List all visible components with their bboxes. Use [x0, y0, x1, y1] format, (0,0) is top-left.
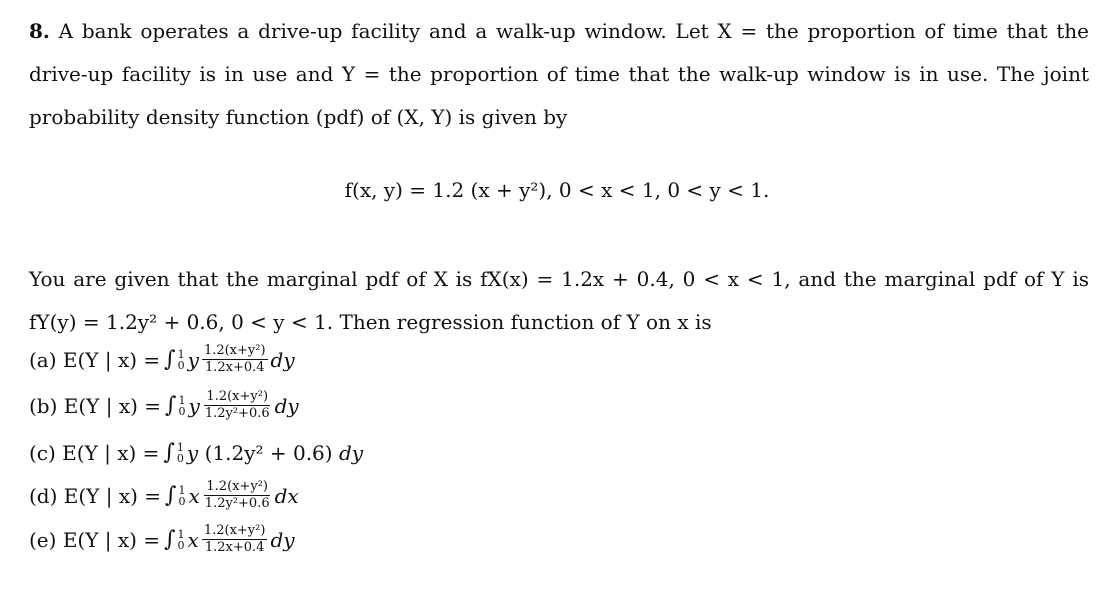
integrand-variable: x	[188, 483, 200, 508]
differential: dy	[270, 527, 295, 552]
problem-line-5: fY(y) = 1.2y² + 0.6, 0 < y < 1. Then regression function of Y on x is	[29, 310, 712, 334]
option-d[interactable]	[29, 480, 299, 511]
problem-line-4: You are given that the marginal pdf of X is fX(x) = 1.2x + 0.4, 0 < x < 1, and the marginal pdf of Y is	[29, 267, 1089, 291]
integral-sign: ∫	[164, 347, 176, 372]
integrand-variable: y	[187, 347, 199, 372]
differential: dx	[274, 483, 299, 508]
option-label: (a)	[29, 347, 57, 372]
integrand-expression: (1.2y² + 0.6)	[204, 440, 333, 465]
differential: dy	[274, 393, 299, 418]
option-lhs: E(Y | x) =	[63, 393, 162, 418]
option-label: (d)	[29, 483, 58, 508]
option-c[interactable]	[29, 440, 363, 465]
differential: dy	[270, 347, 295, 372]
option-label: (e)	[29, 527, 57, 552]
option-lhs: E(Y | x) =	[62, 347, 161, 372]
integrand-variable: y	[188, 393, 200, 418]
integrand-fraction: $\frac{\text{1.2(x+y²)}}{\text{1.2y²+0.6}}$	[204, 389, 270, 421]
integral-sign: ∫	[165, 483, 177, 508]
problem-statement	[29, 10, 1089, 139]
option-lhs: E(Y | x) =	[63, 483, 162, 508]
option-label: (b)	[29, 393, 58, 418]
marginal-statement	[29, 258, 1089, 344]
integral-sign: ∫	[163, 440, 175, 465]
integrand-fraction: $\frac{\text{1.2(x+y²)}}{\text{1.2y²+0.6}}$	[204, 479, 270, 511]
integral-limits: 1 0	[177, 527, 185, 552]
problem-number: 8.	[29, 19, 50, 43]
problem-line-2: drive-up facility is in use and Y = the proportion of time that the walk-up window is in use. The joint	[29, 62, 1089, 86]
option-e[interactable]	[29, 524, 295, 555]
option-b[interactable]	[29, 390, 299, 421]
option-lhs: E(Y | x) =	[62, 440, 160, 465]
option-label: (c)	[29, 440, 56, 465]
integral-sign: ∫	[164, 527, 176, 552]
joint-pdf-equation: f(x, y) = 1.2 (x + y²), 0 < x < 1, 0 < y < 1.	[344, 178, 770, 202]
integral-limits: 1 0	[177, 347, 185, 372]
differential: dy	[338, 440, 364, 465]
problem-line-3: probability density function (pdf) of (X, Y) is given by	[29, 105, 568, 129]
problem-line-1: A bank operates a drive-up facility and a walk-up window. Let X = the proportion of time that the	[58, 19, 1089, 43]
option-a[interactable]	[29, 344, 295, 375]
integral-limits: 1 0	[178, 483, 186, 508]
integrand-fraction: $\frac{\text{1.2(x+y²)}}{1.2x+0.4}$	[203, 523, 266, 555]
option-lhs: E(Y | x) =	[62, 527, 161, 552]
integrand-fraction: $\frac{\text{1.2(x+y²)}}{1.2x+0.4}$	[203, 343, 266, 375]
integral-limits: 1 0	[176, 440, 184, 465]
integral-sign: ∫	[165, 393, 177, 418]
integrand-variable: y	[186, 440, 199, 465]
integrand-variable: x	[187, 527, 199, 552]
integral-limits: 1 0	[178, 393, 186, 418]
